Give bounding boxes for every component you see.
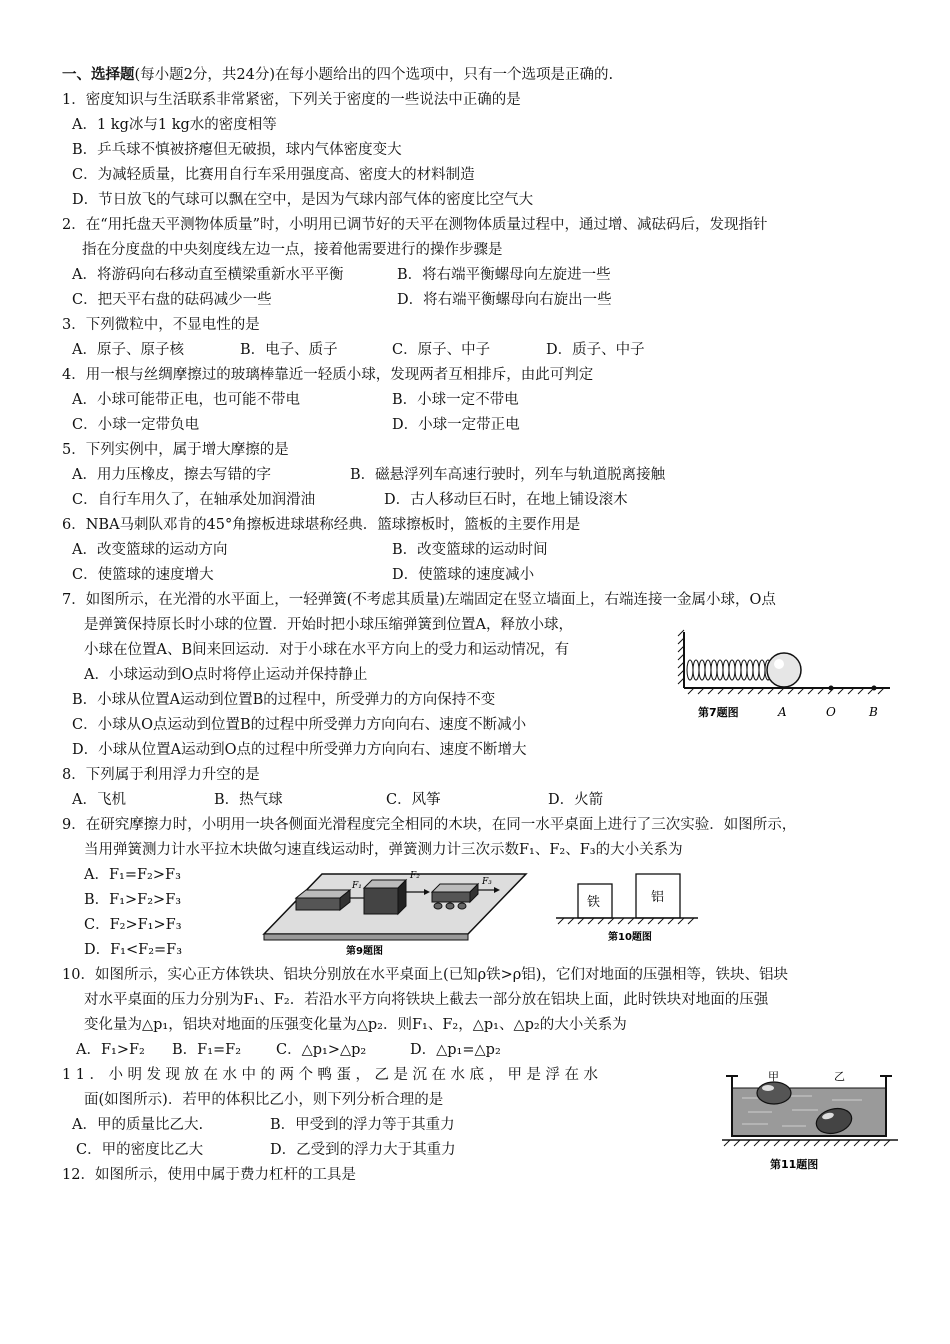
q9-option-c: C．F₂>F₁>F₃	[84, 917, 182, 933]
q9-stem: 9．在研究摩擦力时，小明用一块各侧面光滑程度完全相同的木块，在同一水平桌面上进行了三次实验．如图所示，	[62, 817, 797, 833]
figure-7-label-a: A	[778, 705, 787, 719]
q1-stem: 1．密度知识与生活联系非常紧密，下列关于密度的一些说法中正确的是	[62, 92, 521, 108]
q7-option-b: B．小球从位置A运动到位置B的过程中，所受弹力的方向保持不变	[72, 692, 496, 708]
q3-stem: 3．下列微粒中，不显电性的是	[62, 317, 260, 333]
q11-option-b: B．甲受到的浮力等于其重力	[270, 1117, 455, 1133]
q6-option-d: D．使篮球的速度减小	[392, 567, 535, 583]
q10-stem-cont2: 变化量为△p₁，铝块对地面的压强变化量为△p₂．则F₁、F₂，△p₁、△p₂的大小关系为	[84, 1017, 627, 1033]
q11-option-d: D．乙受到的浮力大于其重力	[270, 1142, 456, 1158]
q1-option-c: C．为减轻质量，比赛用自行车采用强度高、密度大的材料制造	[72, 167, 475, 183]
figure-7-label-o: O	[826, 705, 836, 719]
q3-option-a: A．原子、原子核	[72, 342, 184, 358]
q8-stem: 8．下列属于利用浮力升空的是	[62, 767, 260, 783]
q3-option-c: C．原子、中子	[392, 342, 491, 358]
q9-stem-cont: 当用弹簧测力计水平拉木块做匀速直线运动时，弹簧测力计三次示数F₁、F₂、F₃的大小关系为	[84, 842, 683, 858]
figure-9-caption: 第9题图	[346, 946, 383, 957]
q1-option-d: D．节日放飞的气球可以飘在空中，是因为气球内部气体的密度比空气大	[72, 192, 534, 208]
q10-stem-cont: 对水平桌面的压力分别为F₁、F₂．若沿水平方向将铁块上截去一部分放在铝块上面，此时铁块对地面的压强	[84, 992, 769, 1008]
figure-9-force-1: F₁	[352, 881, 362, 891]
q6-option-c: C．使篮球的速度增大	[72, 567, 214, 583]
section-note: (每小题2分，共24分)在每小题给出的四个选项中，只有一个选项是正确的.	[134, 67, 614, 83]
q2-option-a: A．将游码向右移动直至横梁重新水平平衡	[72, 267, 344, 283]
q8-option-d: D．火箭	[548, 792, 604, 808]
q4-option-d: D．小球一定带正电	[392, 417, 520, 433]
q10-stem: 10．如图所示，实心正方体铁块、铝块分别放在水平桌面上(已知ρ铁>ρ铝)，它们对地面的压强相等，铁块、铝块	[62, 967, 788, 983]
figure-10-iron-label: 铁	[587, 895, 601, 910]
q11-stem-cont: 面(如图所示)．若甲的体积比乙小，则下列分析合理的是	[84, 1092, 444, 1108]
q2-stem-cont: 指在分度盘的中央刻度线左边一点，接着他需要进行的操作步骤是	[82, 242, 503, 258]
figure-7-caption: 第7题图	[698, 706, 739, 719]
section-header	[62, 65, 613, 85]
q6-option-b: B．改变篮球的运动时间	[392, 542, 548, 558]
q11-stem: 11．小明发现放在水中的两个鸭蛋，乙是沉在水底，甲是浮在水	[62, 1067, 603, 1083]
q9-option-d: D．F₁<F₂=F₃	[84, 942, 183, 958]
figure-11-label-jia: 甲	[768, 1070, 779, 1083]
figure-11-caption: 第11题图	[770, 1158, 819, 1171]
figure-7-spring	[676, 626, 896, 722]
q4-option-c: C．小球一定带负电	[72, 417, 200, 433]
figure-7-label-b: B	[869, 705, 878, 719]
q2-option-d: D．将右端平衡螺母向右旋出一些	[397, 292, 612, 308]
q10-option-d: D．△p₁=△p₂	[410, 1042, 501, 1058]
q2-option-b: B．将右端平衡螺母向左旋进一些	[397, 267, 611, 283]
figure-10-caption: 第10题图	[608, 932, 652, 943]
q8-option-b: B．热气球	[214, 792, 283, 808]
q7-option-c: C．小球从O点运动到位置B的过程中所受弹力方向向右、速度不断减小	[72, 717, 527, 733]
q7-stem-cont: 是弹簧保持原长时小球的位置．开始时把小球压缩弹簧到位置A，释放小球，	[84, 617, 573, 633]
q11-option-c: C．甲的密度比乙大	[76, 1142, 204, 1158]
figure-9-force-2: F₂	[410, 871, 420, 881]
q12-stem: 12．如图所示，使用中属于费力杠杆的工具是	[62, 1167, 356, 1183]
figure-11-label-yi: 乙	[834, 1070, 845, 1083]
q5-option-d: D．古人移动巨石时，在地上铺设滚木	[384, 492, 628, 508]
q4-option-b: B．小球一定不带电	[392, 392, 519, 408]
q2-stem: 2．在“用托盘天平测物体质量”时，小明用已调节好的天平在测物体质量过程中，通过增、减砝码后，发现指针	[62, 217, 768, 233]
q10-option-a: A．F₁>F₂	[76, 1042, 145, 1058]
q8-option-a: A．飞机	[72, 792, 126, 808]
q7-option-a: A．小球运动到O点时将停止运动并保持静止	[84, 667, 368, 683]
section-title: 一、选择题	[62, 66, 135, 83]
q6-option-a: A．改变篮球的运动方向	[72, 542, 228, 558]
q3-option-b: B．电子、质子	[240, 342, 338, 358]
q10-option-b: B．F₁=F₂	[172, 1042, 242, 1058]
q4-option-a: A．小球可能带正电，也可能不带电	[72, 392, 300, 408]
q5-option-b: B．磁悬浮列车高速行驶时，列车与轨道脱离接触	[350, 467, 666, 483]
q1-option-a: A．1 kg冰与1 kg水的密度相等	[72, 117, 277, 133]
q7-option-d: D．小球从位置A运动到O点的过程中所受弹力方向向右、速度不断增大	[72, 742, 527, 758]
q9-option-a: A．F₁=F₂>F₃	[84, 867, 181, 883]
q5-option-a: A．用力压橡皮，擦去写错的字	[72, 467, 271, 483]
q10-option-c: C．△p₁>△p₂	[276, 1042, 367, 1058]
q3-option-d: D．质子、中子	[546, 342, 645, 358]
q8-option-c: C．风筝	[386, 792, 441, 808]
q4-stem: 4．用一根与丝绸摩擦过的玻璃棒靠近一轻质小球，发现两者互相排斥，由此可判定	[62, 367, 594, 383]
q6-stem: 6．NBA马刺队邓肯的45°角擦板进球堪称经典．篮球擦板时，篮板的主要作用是	[62, 517, 581, 533]
q1-option-b: B．乒乓球不慎被挤瘪但无破损，球内气体密度变大	[72, 142, 402, 158]
q7-stem-cont2: 小球在位置A、B间来回运动．对于小球在水平方向上的受力和运动情况，有	[84, 642, 570, 658]
q7-stem: 7．如图所示，在光滑的水平面上，一轻弹簧(不考虑其质量)左端固定在竖立墙面上，右端连接一金属小球，O点	[62, 592, 776, 608]
figure-9-force-3: F₃	[482, 877, 492, 887]
q5-option-c: C．自行车用久了，在轴承处加润滑油	[72, 492, 316, 508]
q2-option-c: C．把天平右盘的砝码减少一些	[72, 292, 272, 308]
q11-option-a: A．甲的质量比乙大.	[72, 1117, 204, 1133]
figure-11-eggs	[722, 1066, 902, 1178]
figure-10-aluminum-label: 铝	[651, 890, 665, 905]
q9-option-b: B．F₁>F₂>F₃	[84, 892, 182, 908]
figure-10-blocks	[552, 870, 702, 946]
q5-stem: 5．下列实例中，属于增大摩擦的是	[62, 442, 289, 458]
figure-9-friction	[260, 868, 530, 958]
